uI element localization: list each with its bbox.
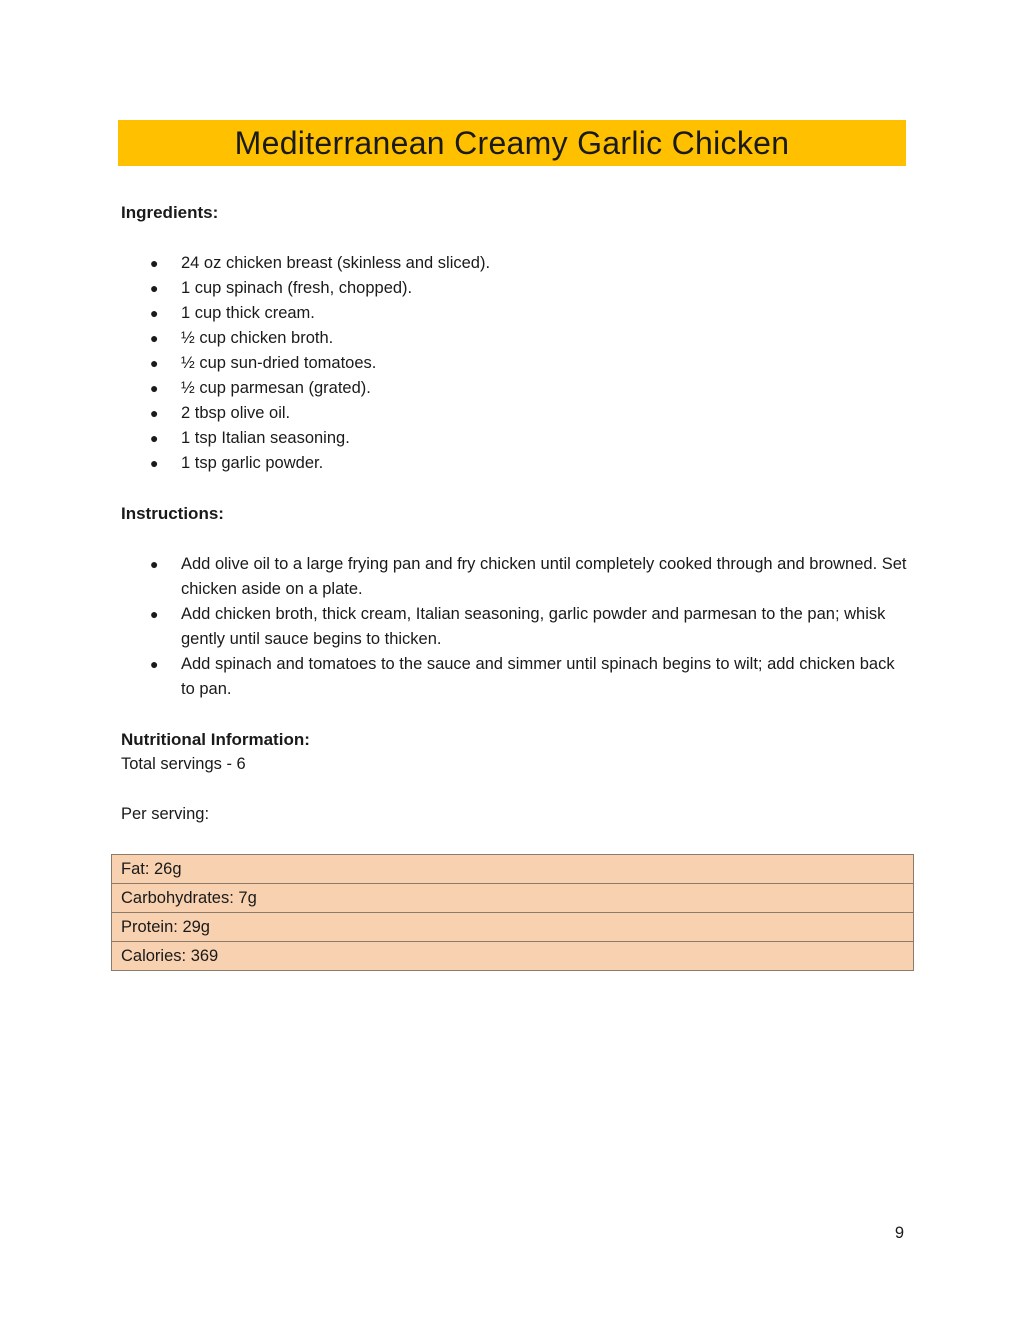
title-banner <box>118 120 906 166</box>
instruction-step: ● Add spinach and tomatoes to the sauce and simmer until spinach begins to wilt; add chicken back to pan. <box>150 652 910 702</box>
ingredients-list <box>150 251 750 476</box>
ingredients-heading: Ingredients: <box>121 203 219 222</box>
nutrition-carbohydrates: Carbohydrates: 7g <box>112 884 914 913</box>
total-servings: Total servings - 6 <box>121 755 246 773</box>
recipe-title: Mediterranean Creamy Garlic Chicken <box>234 124 790 161</box>
nutrition-fat: Fat: 26g <box>112 855 914 884</box>
ingredient-item: ● 1 tsp garlic powder. <box>150 451 750 476</box>
bullet-icon: ● <box>150 255 159 271</box>
bullet-icon: ● <box>150 355 159 371</box>
bullet-icon: ● <box>150 606 159 622</box>
bullet-icon: ● <box>150 380 159 396</box>
bullet-icon: ● <box>150 556 159 572</box>
ingredient-item: ● 24 oz chicken breast (skinless and sliced). <box>150 251 750 276</box>
table-row <box>112 884 914 913</box>
nutrition-calories: Calories: 369 <box>112 942 914 971</box>
page-number: 9 <box>894 1224 904 1242</box>
bullet-icon: ● <box>150 430 159 446</box>
ingredient-item: ● ½ cup parmesan (grated). <box>150 376 750 401</box>
bullet-icon: ● <box>150 330 159 346</box>
table-row <box>112 855 914 884</box>
ingredient-item: ● 1 cup thick cream. <box>150 301 750 326</box>
instruction-step: ● Add chicken broth, thick cream, Italian seasoning, garlic powder and parmesan to the pan; whisk gently until sauce begins to thicken. <box>150 602 910 652</box>
ingredient-item: ● 1 cup spinach (fresh, chopped). <box>150 276 750 301</box>
instructions-heading: Instructions: <box>121 504 224 523</box>
instructions-list <box>150 552 910 702</box>
ingredient-item: ● ½ cup chicken broth. <box>150 326 750 351</box>
ingredient-item: ● 2 tbsp olive oil. <box>150 401 750 426</box>
bullet-icon: ● <box>150 280 159 296</box>
table-row <box>112 913 914 942</box>
ingredient-item: ● ½ cup sun-dried tomatoes. <box>150 351 750 376</box>
bullet-icon: ● <box>150 656 159 672</box>
bullet-icon: ● <box>150 305 159 321</box>
instruction-step: ● Add olive oil to a large frying pan and fry chicken until completely cooked through and browned. Set chicken aside on a plate. <box>150 552 910 602</box>
ingredient-item: ● 1 tsp Italian seasoning. <box>150 426 750 451</box>
nutrition-table <box>111 854 914 971</box>
nutrition-protein: Protein: 29g <box>112 913 914 942</box>
table-row <box>112 942 914 971</box>
nutrition-heading: Nutritional Information: <box>121 730 310 749</box>
bullet-icon: ● <box>150 455 159 471</box>
per-serving-label: Per serving: <box>121 805 210 823</box>
bullet-icon: ● <box>150 405 159 421</box>
